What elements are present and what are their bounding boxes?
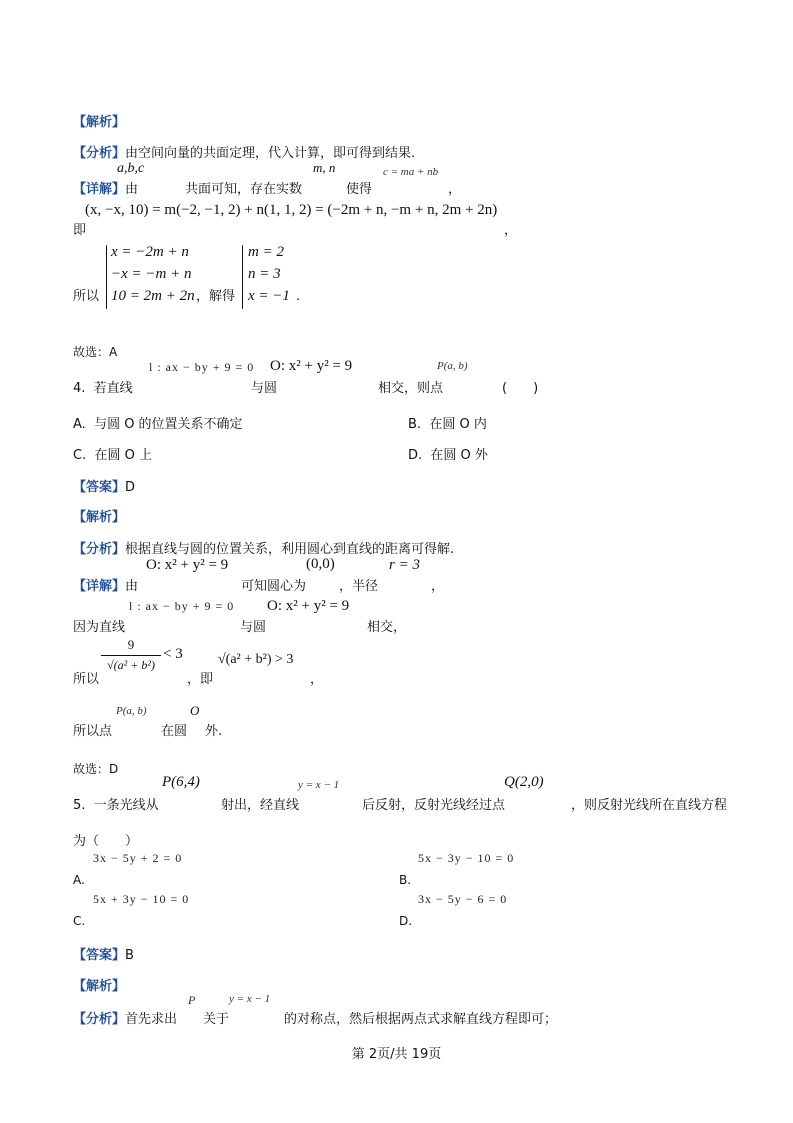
q3-suoyi: 所以 <box>73 289 100 304</box>
detail-tag: 【详解】 <box>73 182 126 197</box>
frac-num: 9 <box>127 637 135 652</box>
q4-because-1: 因为直线 <box>73 620 126 635</box>
q4-option-c <box>73 447 152 465</box>
q5-fenxi-P: P <box>188 993 196 1007</box>
q4-analysis-tag: 【解析】 <box>73 510 126 525</box>
q4-final-3: 外. <box>205 724 223 739</box>
option-key: D. <box>408 448 423 463</box>
q3-system-2 <box>248 241 290 307</box>
q5-opt-a-key: A. <box>73 873 85 887</box>
q4-stem-3: 相交，则点 <box>378 381 444 396</box>
q5-stem <box>73 797 159 815</box>
q4-d-4: ， <box>431 579 445 594</box>
q3-system-1 <box>111 241 195 307</box>
q5-answer <box>73 947 134 965</box>
option-text: 在圆 O 内 <box>429 417 487 432</box>
q5-opt-d-eq: 3x − 5y − 6 = 0 <box>418 892 508 906</box>
q3-brace-1 <box>106 245 107 309</box>
q3-jiede: ，解得 <box>196 289 236 304</box>
q3-fenxi-text: 由空间向量的共面定理，代入计算，即可得到结果. <box>125 146 416 161</box>
q5-analysis-tag: 【解析】 <box>73 979 126 994</box>
sys2-row: m = 2 <box>248 244 284 260</box>
q4-option-b <box>408 416 487 434</box>
q4-d-circle: O: x² + y² = 9 <box>146 557 229 573</box>
fenxi-tag: 【分析】 <box>73 1012 126 1027</box>
q4-suoyi: 所以 <box>73 672 100 687</box>
q3-vec-abc: a,b,c <box>117 161 145 176</box>
q3-m-n: m, n <box>313 160 336 175</box>
answer-tag: 【答案】 <box>73 948 126 963</box>
sys2-row: x = −1 <box>248 288 290 304</box>
q4-ji: ，即 <box>187 672 214 687</box>
q5-opt-b-key: B. <box>399 873 412 887</box>
q4-stem-1: 若直线 <box>93 381 133 396</box>
q4-d-2: 可知圆心为 <box>241 579 307 594</box>
q5-fenxi <box>73 1011 177 1029</box>
q4-fraction <box>101 637 161 673</box>
fenxi-tag: 【分析】 <box>73 542 126 557</box>
page-footer: 第 2页/共 19页 <box>351 1047 442 1062</box>
sys1-row: −x = −m + n <box>111 266 192 282</box>
q4-final-o: O <box>190 703 200 718</box>
q4-b-circle: O: x² + y² = 9 <box>267 598 350 614</box>
q3-choice: 故选：A <box>73 345 118 359</box>
q3-c-eq: c = ma + nb <box>383 166 439 178</box>
option-key: B. <box>408 417 422 432</box>
q4-d-center: (0,0) <box>306 556 335 572</box>
q4-option-a <box>73 416 243 434</box>
detail-tag: 【详解】 <box>73 579 126 594</box>
q4-lt3: < 3 <box>163 646 183 662</box>
sys1-row: x = −2m + n <box>111 244 189 260</box>
q5-fenxi-line: y = x − 1 <box>229 993 271 1005</box>
q5-Q: Q(2,0) <box>504 774 544 790</box>
option-key: A. <box>73 417 86 432</box>
q5-fenxi-3: 的对称点，然后根据两点式求解直线方程即可； <box>284 1012 558 1027</box>
sys2-row: n = 3 <box>248 266 281 282</box>
q3-detail-1: 由 <box>125 182 139 197</box>
option-text: 与圆 O 的位置关系不确定 <box>94 417 243 432</box>
q4-because-3: 相交， <box>367 620 407 635</box>
q4-final-2: 在圆 <box>161 724 188 739</box>
q3-detail-3: 使得 <box>346 182 373 197</box>
q4-answer <box>73 479 135 497</box>
analysis-tag: 【解析】 <box>73 115 126 130</box>
option-key: C. <box>73 448 87 463</box>
q5-opt-c-key: C. <box>73 914 86 928</box>
q4-line-eq: l : ax − by + 9 = 0 <box>149 360 255 374</box>
q5-stem-3: 后反射，反射光线经过点 <box>362 798 506 813</box>
option-text: 在圆 O 上 <box>94 448 152 463</box>
q4-stem <box>73 380 133 398</box>
q4-ineq2: √(a² + b²) > 3 <box>218 652 294 667</box>
q5-opt-b-eq: 5x − 3y − 10 = 0 <box>418 851 515 865</box>
frac-den: √(a² + b²) <box>107 658 155 672</box>
option-text: 在圆 O 外 <box>430 448 488 463</box>
q4-ineq-comma: ， <box>310 672 324 687</box>
sys1-row: 10 = 2m + 2n <box>111 288 195 304</box>
q3-ji-comma: ， <box>504 223 518 238</box>
q3-period: . <box>296 289 301 304</box>
q5-stem-5: 为（ ） <box>73 834 139 849</box>
q4-number: 4. <box>73 381 86 396</box>
q3-eq-line: (x, −x, 10) = m(−2, −1, 2) + n(1, 1, 2) = (−2m + n, −m + n, 2m + 2n) <box>85 202 498 218</box>
answer-tag: 【答案】 <box>73 480 126 495</box>
q5-stem-2: 射出，经直线 <box>221 798 300 813</box>
q4-final-1: 所以点 <box>73 724 113 739</box>
q4-point: P(a, b) <box>437 360 468 372</box>
q4-d-1: 由 <box>125 579 139 594</box>
q3-detail-2: 共面可知，存在实数 <box>185 182 303 197</box>
q4-stem-2: 与圆 <box>251 381 278 396</box>
q5-number: 5. <box>73 798 86 813</box>
q5-fenxi-1: 首先求出 <box>125 1012 178 1027</box>
q4-because-2: 与圆 <box>240 620 267 635</box>
q5-answer-value: B <box>125 948 134 963</box>
q4-choice: 故选：D <box>73 762 119 776</box>
q4-paren: ( ) <box>502 381 539 396</box>
q5-opt-a-eq: 3x − 5y + 2 = 0 <box>93 851 183 865</box>
q3-detail-4: ， <box>448 182 462 197</box>
q4-fenxi-text: 根据直线与圆的位置关系，利用圆心到直线的距离可得解. <box>125 542 455 557</box>
q4-option-d <box>408 447 488 465</box>
q5-stem-4: ，则反射光线所在直线方程 <box>571 798 728 813</box>
q4-final-p: P(a, b) <box>116 705 147 717</box>
q5-fenxi-2: 关于 <box>203 1012 230 1027</box>
q5-opt-c-eq: 5x + 3y − 10 = 0 <box>93 892 190 906</box>
q4-d-r: r = 3 <box>389 557 420 573</box>
q5-stem-1: 一条光线从 <box>93 798 159 813</box>
q5-line: y = x − 1 <box>298 779 340 791</box>
q4-circle-eq: O: x² + y² = 9 <box>270 358 353 374</box>
q5-P: P(6,4) <box>162 774 200 790</box>
q3-ji: 即 <box>73 223 87 238</box>
q4-answer-value: D <box>125 480 136 495</box>
frac-bar <box>101 655 161 656</box>
q3-brace-2 <box>242 245 243 309</box>
q4-b-line: l : ax − by + 9 = 0 <box>129 599 235 613</box>
q3-detail <box>73 181 138 199</box>
q4-detail <box>73 578 138 596</box>
q4-d-3: ，半径 <box>339 579 379 594</box>
fenxi-tag: 【分析】 <box>73 146 126 161</box>
q5-opt-d-key: D. <box>399 914 413 928</box>
